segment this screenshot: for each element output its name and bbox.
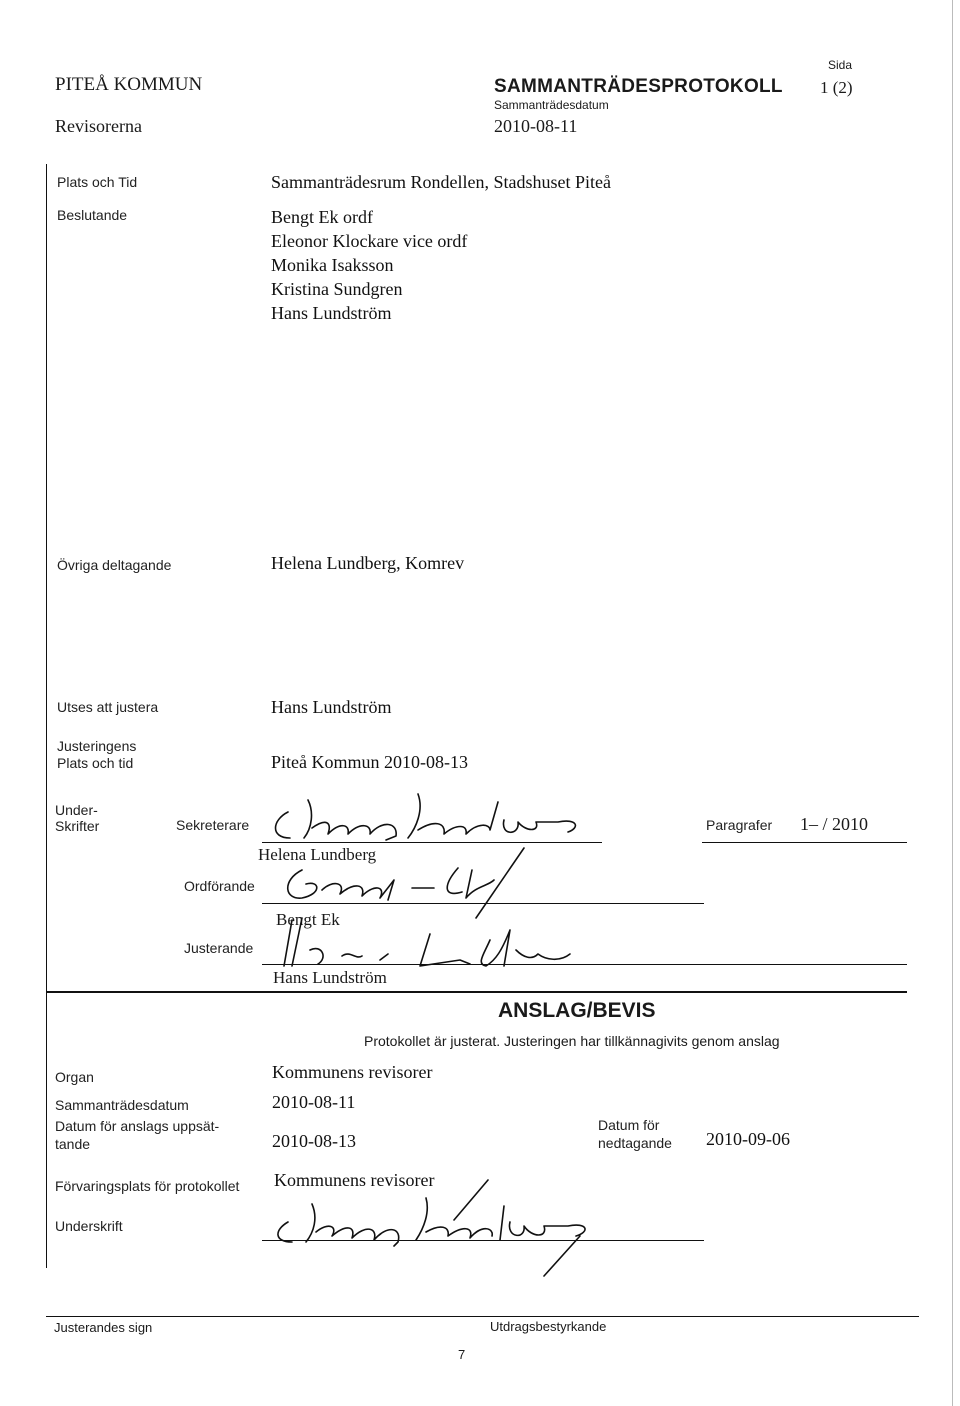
municipality-name: PITEÅ KOMMUN	[55, 74, 203, 95]
notice-divider	[46, 991, 907, 993]
notice-meeting-date-label: Sammanträdesdatum	[55, 1097, 189, 1113]
removal-date-label: Datum för	[598, 1117, 660, 1133]
posting-date-label: Datum för anslags uppsät-	[55, 1118, 220, 1134]
signatures-label: Under-	[55, 802, 98, 818]
footer-extract-verification: Utdragsbestyrkande	[490, 1319, 607, 1334]
organ-label: Organ	[55, 1069, 94, 1085]
adjuster-name: Hans Lundström	[273, 968, 387, 987]
document-type: SAMMANTRÄDESPROTOKOLL	[494, 76, 783, 97]
adjuster-value: Hans Lundström	[271, 697, 392, 717]
removal-date: 2010-09-06	[706, 1129, 790, 1149]
chair-signature	[262, 840, 562, 920]
decision-maker: Bengt Ek ordf	[271, 207, 373, 227]
paragraphs-value: 1– / 2010	[800, 814, 869, 834]
posting-date-label: tande	[55, 1136, 91, 1152]
chair-name: Bengt Ek	[276, 910, 340, 929]
page-label: Sida	[828, 58, 853, 72]
decision-maker: Hans Lundström	[271, 303, 392, 323]
page-indicator: 1 (2)	[820, 78, 853, 97]
notice-signature-line	[262, 1240, 704, 1241]
decision-makers-label: Beslutande	[57, 207, 128, 223]
organ-value: Kommunens revisorer	[272, 1062, 433, 1082]
adjuster-signature-line	[262, 964, 907, 965]
department-name: Revisorerna	[55, 116, 142, 136]
meeting-date: 2010-08-11	[494, 116, 578, 136]
footer-adjuster-sign: Justerandes sign	[54, 1320, 153, 1335]
footer-line	[46, 1316, 919, 1317]
adjust-place-value: Piteå Kommun 2010-08-13	[271, 752, 468, 772]
decision-maker: Eleonor Klockare vice ordf	[271, 231, 468, 251]
secretary-label: Sekreterare	[176, 817, 250, 833]
signatures-label: Skrifter	[55, 818, 100, 834]
place-label: Plats och Tid	[57, 174, 138, 190]
other-participants-label: Övriga deltagande	[57, 557, 172, 573]
storage-value: Kommunens revisorer	[274, 1170, 435, 1190]
scan-edge	[952, 0, 953, 1406]
notice-signature	[268, 1166, 608, 1278]
other-participants: Helena Lundberg, Komrev	[271, 553, 465, 573]
decision-maker: Kristina Sundgren	[271, 279, 403, 299]
decision-maker: Monika Isaksson	[271, 255, 394, 275]
storage-label: Förvaringsplats för protokollet	[55, 1178, 240, 1194]
chair-label: Ordförande	[184, 878, 255, 894]
page-number: 7	[458, 1347, 466, 1362]
removal-date-label: nedtagande	[598, 1135, 672, 1151]
adjuster-signature-label: Justerande	[184, 940, 254, 956]
left-border	[46, 164, 47, 1268]
notice-meeting-date: 2010-08-11	[272, 1092, 356, 1112]
adjuster-label: Utses att justera	[57, 699, 159, 715]
adjust-place-label: Plats och tid	[57, 755, 134, 771]
chair-signature-line	[262, 903, 704, 904]
place-value: Sammanträdesrum Rondellen, Stadshuset Piteå	[271, 172, 611, 192]
paragraphs-label: Paragrafer	[706, 817, 773, 833]
notice-text: Protokollet är justerat. Justeringen har tillkännagivits genom anslag	[364, 1033, 780, 1049]
meeting-date-label: Sammanträdesdatum	[494, 98, 609, 112]
adjust-place-label: Justeringens	[57, 738, 137, 754]
posting-date: 2010-08-13	[272, 1131, 356, 1151]
notice-title: ANSLAG/BEVIS	[498, 999, 656, 1022]
adjuster-signature	[270, 910, 590, 970]
paragraphs-line	[702, 842, 907, 843]
secretary-name: Helena Lundberg	[258, 845, 377, 864]
signature-label: Underskrift	[55, 1218, 123, 1234]
